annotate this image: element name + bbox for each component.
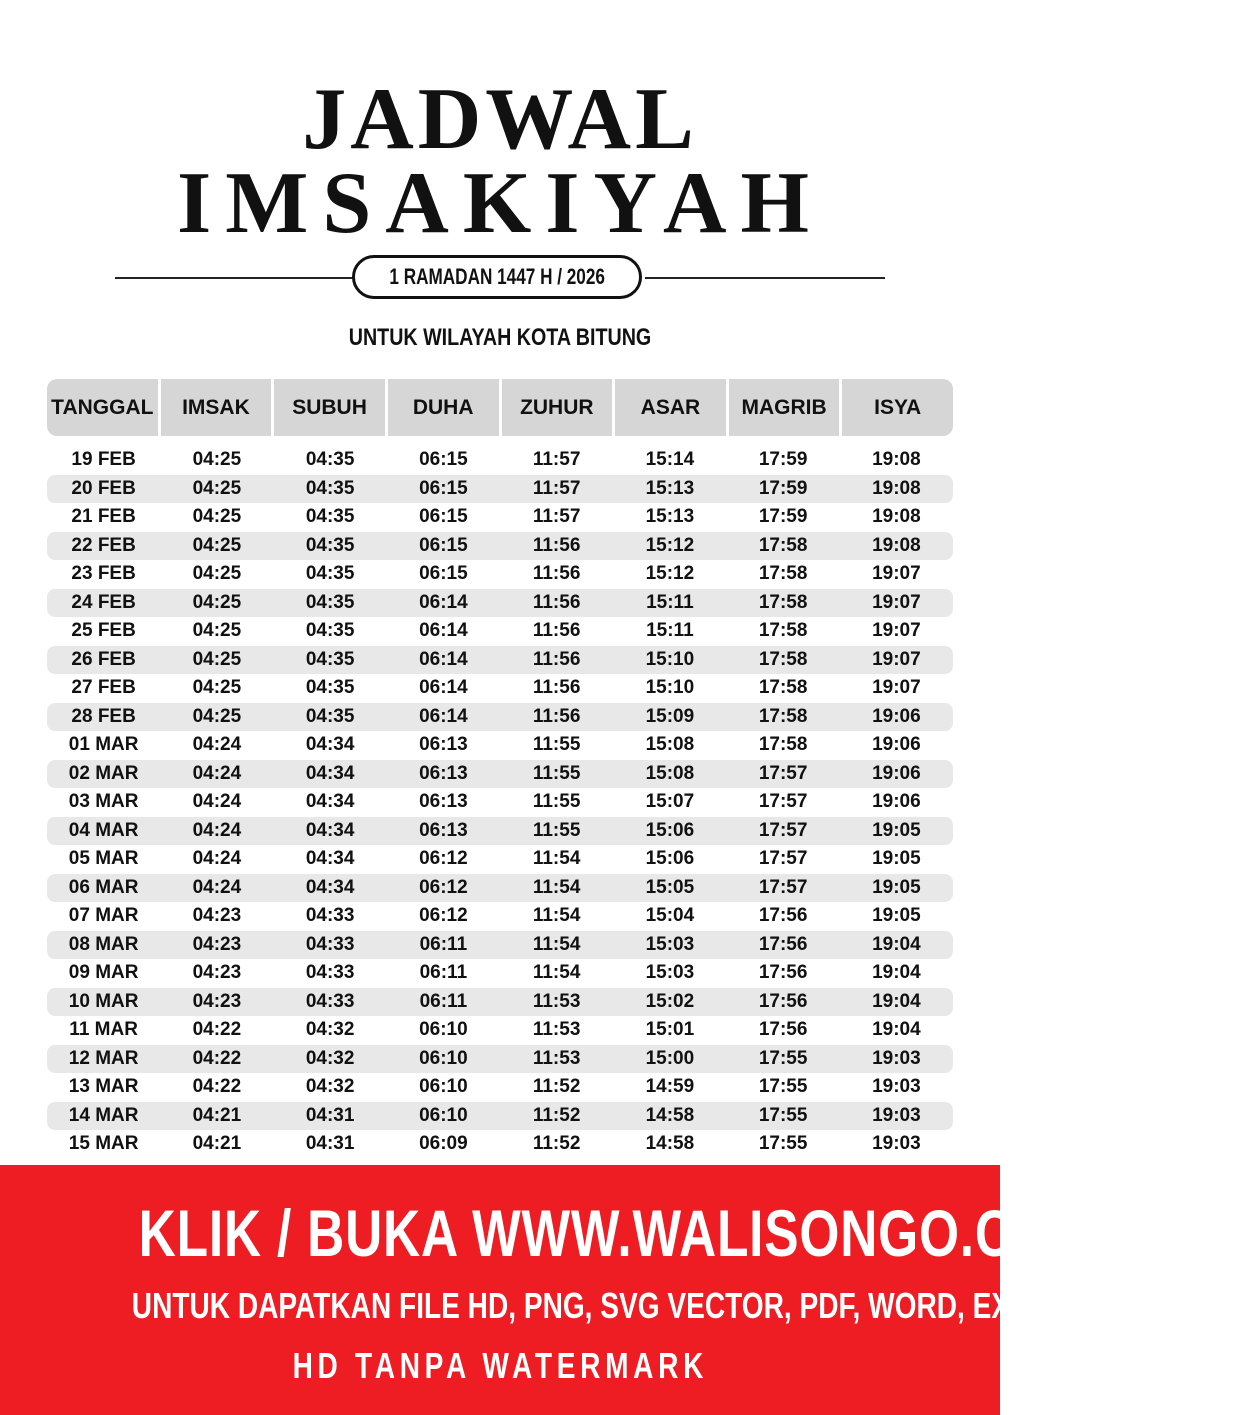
table-cell: 04:23	[192, 962, 242, 983]
table-cell: 08 MAR	[68, 933, 139, 955]
table-cell: 03 MAR	[68, 791, 139, 812]
table-cell: 15 MAR	[68, 1133, 139, 1154]
table-cell: 11:52	[532, 1104, 581, 1126]
table-cell: 04:35	[305, 591, 355, 613]
table-cell: 06:11	[419, 990, 468, 1012]
table-row	[47, 617, 953, 646]
table-cell: 24 FEB	[71, 591, 136, 613]
table-cell: 17:55	[758, 1047, 808, 1069]
table-cell: 15:14	[645, 449, 695, 470]
table-cell: 04:22	[192, 1047, 242, 1069]
table-cell: 11:56	[532, 648, 581, 670]
banner-subline	[0, 1285, 1067, 1327]
table-cell: 11:56	[532, 563, 581, 584]
table-cell: 19:08	[872, 506, 921, 527]
table-cell: 15:10	[645, 648, 695, 670]
table-cell: 17:58	[758, 734, 808, 755]
table-cell: 06:14	[419, 705, 468, 727]
table-cell: 11:57	[532, 477, 581, 499]
column-header: IMSAK	[161, 379, 272, 436]
table-row	[47, 817, 953, 846]
table-cell: 06:12	[419, 905, 468, 926]
table-cell: 15:10	[645, 677, 695, 698]
table-cell: 19:06	[872, 734, 921, 755]
table-cell: 06:13	[419, 791, 468, 812]
table-cell: 11:54	[532, 962, 581, 983]
table-cell: 04:34	[305, 876, 355, 898]
table-cell: 06:14	[419, 591, 468, 613]
table-cell: 17:57	[758, 876, 808, 898]
table-row	[47, 674, 953, 703]
banner-subline-text: UNTUK DAPATKAN FILE HD, PNG, SVG VECTOR, PDF, WORD, EXCEL	[131, 1285, 1067, 1326]
table-cell: 28 FEB	[71, 705, 136, 727]
table-cell: 17:55	[758, 1076, 808, 1097]
table-row	[47, 703, 953, 732]
table-cell: 04:34	[305, 762, 355, 784]
table-cell: 04:33	[305, 905, 355, 926]
table-cell: 11:56	[532, 620, 581, 641]
table-cell: 06:15	[419, 477, 468, 499]
table-cell: 26 FEB	[71, 648, 136, 670]
table-row	[47, 532, 953, 561]
table-cell: 19:03	[872, 1047, 921, 1069]
table-cell: 11:56	[532, 534, 581, 556]
table-cell: 19:06	[872, 762, 921, 784]
table-cell: 04:34	[305, 848, 355, 869]
column-header: TANGGAL	[47, 379, 158, 436]
table-cell: 19 FEB	[71, 449, 136, 470]
table-cell: 06:13	[419, 762, 468, 784]
table-cell: 17:56	[758, 962, 808, 983]
table-cell: 15:05	[645, 876, 695, 898]
table-cell: 11:52	[532, 1133, 581, 1154]
column-header: ASAR	[615, 379, 726, 436]
table-cell: 19:07	[872, 620, 921, 641]
table-row	[47, 1016, 953, 1045]
table-cell: 19:03	[872, 1076, 921, 1097]
table-cell: 19:04	[872, 990, 921, 1012]
table-body	[47, 446, 953, 1159]
table-cell: 17:56	[758, 1019, 808, 1040]
table-cell: 19:08	[872, 534, 921, 556]
banner-headline[interactable]	[0, 1195, 1122, 1271]
table-cell: 04:25	[192, 534, 242, 556]
subtitle-badge	[352, 255, 642, 299]
column-header: DUHA	[388, 379, 499, 436]
divider-left	[115, 277, 355, 279]
table-row	[47, 874, 953, 903]
table-cell: 04:35	[305, 506, 355, 527]
table-cell: 14 MAR	[68, 1104, 139, 1126]
table-row	[47, 959, 953, 988]
table-cell: 04:23	[192, 990, 242, 1012]
table-row	[47, 1073, 953, 1102]
promo-banner[interactable]	[0, 1165, 1122, 1415]
table-cell: 11:55	[532, 791, 581, 812]
table-cell: 15:00	[645, 1047, 695, 1069]
table-cell: 15:09	[645, 705, 695, 727]
table-cell: 19:08	[872, 477, 921, 499]
table-cell: 04:34	[305, 734, 355, 755]
table-cell: 06 MAR	[68, 876, 139, 898]
table-cell: 06:15	[419, 534, 468, 556]
table-cell: 17:57	[758, 848, 808, 869]
table-cell: 23 FEB	[71, 563, 136, 584]
table-cell: 14:59	[645, 1076, 695, 1097]
table-cell: 17:55	[758, 1133, 808, 1154]
table-cell: 06:11	[419, 933, 468, 955]
table-cell: 04:22	[192, 1019, 242, 1040]
table-row	[47, 788, 953, 817]
table-cell: 15:11	[646, 591, 694, 613]
table-cell: 06:10	[419, 1019, 468, 1040]
table-cell: 04:25	[192, 648, 242, 670]
table-cell: 11:55	[532, 819, 581, 841]
table-cell: 19:05	[872, 848, 921, 869]
table-cell: 17:58	[758, 534, 808, 556]
table-cell: 04:32	[305, 1019, 355, 1040]
subtitle-text: 1 RAMADAN 1447 H / 2026	[389, 264, 605, 289]
table-cell: 11:55	[532, 734, 581, 755]
table-row	[47, 560, 953, 589]
table-cell: 04:35	[305, 620, 355, 641]
table-cell: 11:56	[532, 677, 581, 698]
table-cell: 04:25	[192, 449, 242, 470]
table-row	[47, 845, 953, 874]
table-cell: 17:58	[758, 677, 808, 698]
table-row	[47, 446, 953, 475]
title-jadwal: JADWAL	[302, 71, 698, 168]
table-cell: 06:12	[419, 876, 468, 898]
table-cell: 04:25	[192, 477, 242, 499]
table-cell: 06:13	[419, 819, 468, 841]
table-cell: 11:55	[532, 762, 581, 784]
table-cell: 04:32	[305, 1076, 355, 1097]
table-cell: 15:12	[645, 534, 695, 556]
table-cell: 11:54	[532, 876, 581, 898]
table-cell: 19:05	[872, 819, 921, 841]
table-cell: 17:57	[758, 791, 808, 812]
table-cell: 21 FEB	[71, 506, 136, 527]
table-cell: 04:35	[305, 534, 355, 556]
table-cell: 07 MAR	[68, 905, 139, 926]
table-cell: 19:04	[872, 933, 921, 955]
table-cell: 04:31	[305, 1133, 355, 1154]
table-cell: 11:56	[532, 705, 581, 727]
column-header: ISYA	[842, 379, 953, 436]
table-cell: 04:25	[192, 620, 242, 641]
table-cell: 06:10	[419, 1104, 468, 1126]
table-cell: 11:53	[532, 1047, 581, 1069]
table-cell: 04:33	[305, 962, 355, 983]
table-cell: 17:58	[758, 591, 808, 613]
table-cell: 13 MAR	[68, 1076, 139, 1097]
table-cell: 04:35	[305, 705, 355, 727]
table-cell: 15:04	[645, 905, 695, 926]
table-cell: 19:07	[872, 677, 921, 698]
column-header: MAGRIB	[729, 379, 840, 436]
title-imsakiyah: IMSAKIYAH	[177, 155, 823, 252]
table-cell: 04:24	[192, 734, 242, 755]
table-cell: 06:11	[419, 962, 468, 983]
table-row	[47, 1045, 953, 1074]
table-row	[47, 988, 953, 1017]
table-cell: 05 MAR	[68, 848, 139, 869]
table-row	[47, 731, 953, 760]
table-cell: 06:14	[419, 677, 468, 698]
table-cell: 19:04	[872, 962, 921, 983]
table-cell: 06:09	[419, 1133, 468, 1154]
table-cell: 15:12	[645, 563, 695, 584]
table-cell: 04:35	[305, 563, 355, 584]
table-cell: 04:25	[192, 563, 242, 584]
table-cell: 14:58	[645, 1133, 695, 1154]
table-cell: 15:08	[645, 734, 695, 755]
table-cell: 15:03	[645, 962, 695, 983]
table-cell: 17:57	[758, 819, 808, 841]
table-cell: 19:03	[872, 1104, 921, 1126]
table-cell: 15:06	[645, 848, 695, 869]
column-header: ZUHUR	[502, 379, 613, 436]
table-cell: 11:53	[532, 1019, 581, 1040]
table-cell: 06:15	[419, 506, 468, 527]
table-cell: 06:12	[419, 848, 468, 869]
table-cell: 04:34	[305, 791, 355, 812]
table-cell: 17:57	[758, 762, 808, 784]
table-row	[47, 1130, 953, 1159]
table-cell: 02 MAR	[68, 762, 139, 784]
table-row	[47, 931, 953, 960]
table-cell: 19:03	[872, 1133, 921, 1154]
table-cell: 15:01	[645, 1019, 695, 1040]
table-cell: 04:23	[192, 905, 242, 926]
table-cell: 04:24	[192, 762, 242, 784]
table-cell: 27 FEB	[71, 677, 136, 698]
table-cell: 17:59	[758, 449, 808, 470]
table-cell: 04:32	[305, 1047, 355, 1069]
table-cell: 15:03	[645, 933, 695, 955]
table-cell: 11:54	[532, 905, 581, 926]
table-cell: 11:57	[532, 449, 581, 470]
table-cell: 11:56	[532, 591, 581, 613]
table-cell: 04:35	[305, 677, 355, 698]
table-cell: 17:55	[758, 1104, 808, 1126]
table-cell: 10 MAR	[68, 990, 139, 1012]
table-cell: 11:53	[532, 990, 581, 1012]
table-cell: 17:58	[758, 648, 808, 670]
table-cell: 04:35	[305, 477, 355, 499]
table-header	[47, 379, 953, 436]
table-row	[47, 475, 953, 504]
table-cell: 04:35	[305, 648, 355, 670]
table-cell: 15:02	[645, 990, 695, 1012]
table-cell: 19:04	[872, 1019, 921, 1040]
table-cell: 15:11	[646, 620, 694, 641]
table-cell: 15:13	[645, 477, 695, 499]
table-cell: 04:25	[192, 705, 242, 727]
table-cell: 17:58	[758, 563, 808, 584]
table-cell: 15:06	[645, 819, 695, 841]
table-cell: 04:25	[192, 506, 242, 527]
table-cell: 04:25	[192, 591, 242, 613]
table-cell: 19:07	[872, 648, 921, 670]
table-cell: 04:21	[192, 1104, 242, 1126]
table-cell: 11:54	[532, 848, 581, 869]
table-cell: 06:10	[419, 1047, 468, 1069]
table-cell: 04:24	[192, 848, 242, 869]
table-cell: 04:31	[305, 1104, 355, 1126]
table-cell: 15:13	[645, 506, 695, 527]
table-cell: 09 MAR	[68, 962, 139, 983]
table-cell: 04:25	[192, 677, 242, 698]
table-cell: 06:15	[419, 449, 468, 470]
banner-headline-text[interactable]: KLIK / BUKA WWW.WALISONGO.CO.ID	[138, 1196, 1122, 1270]
table-cell: 11:52	[532, 1076, 581, 1097]
table-cell: 19:06	[872, 791, 921, 812]
table-cell: 04:35	[305, 449, 355, 470]
region-label: UNTUK WILAYAH KOTA BITUNG	[348, 324, 652, 351]
table-row	[47, 646, 953, 675]
table-cell: 19:07	[872, 591, 921, 613]
table-cell: 01 MAR	[68, 734, 139, 755]
table-cell: 11:54	[532, 933, 581, 955]
table-cell: 12 MAR	[68, 1047, 139, 1069]
table-cell: 11 MAR	[69, 1019, 138, 1040]
table-row	[47, 902, 953, 931]
table-cell: 06:15	[419, 563, 468, 584]
divider-right	[645, 277, 885, 279]
table-row	[47, 760, 953, 789]
table-cell: 04:33	[305, 933, 355, 955]
table-cell: 14:58	[645, 1104, 695, 1126]
table-cell: 04:33	[305, 990, 355, 1012]
table-cell: 19:06	[872, 705, 921, 727]
table-cell: 19:05	[872, 876, 921, 898]
table-cell: 04:21	[192, 1133, 242, 1154]
banner-note-text: HD TANPA WATERMARK	[292, 1345, 708, 1386]
table-cell: 19:05	[872, 905, 921, 926]
table-cell: 06:10	[419, 1076, 468, 1097]
table-cell: 04:22	[192, 1076, 242, 1097]
table-cell: 20 FEB	[71, 477, 136, 499]
table-cell: 04:23	[192, 933, 242, 955]
table-row	[47, 1102, 953, 1131]
table-cell: 04:34	[305, 819, 355, 841]
table-cell: 17:56	[758, 990, 808, 1012]
table-cell: 19:07	[872, 563, 921, 584]
table-cell: 17:59	[758, 506, 808, 527]
table-cell: 04 MAR	[68, 819, 139, 841]
table-cell: 19:08	[872, 449, 921, 470]
table-cell: 15:08	[645, 762, 695, 784]
table-cell: 22 FEB	[71, 534, 136, 556]
table-cell: 15:07	[645, 791, 695, 812]
table-cell: 06:13	[419, 734, 468, 755]
banner-note	[0, 1345, 1000, 1387]
table-cell: 06:14	[419, 620, 468, 641]
table-cell: 04:24	[192, 791, 242, 812]
table-row	[47, 503, 953, 532]
table-cell: 17:58	[758, 705, 808, 727]
table-cell: 04:24	[192, 876, 242, 898]
table-cell: 17:58	[758, 620, 808, 641]
table-cell: 11:57	[532, 506, 581, 527]
table-cell: 17:59	[758, 477, 808, 499]
column-header: SUBUH	[274, 379, 385, 436]
table-cell: 25 FEB	[71, 620, 136, 641]
table-cell: 04:24	[192, 819, 242, 841]
table-cell: 17:56	[758, 905, 808, 926]
table-cell: 06:14	[419, 648, 468, 670]
table-cell: 17:56	[758, 933, 808, 955]
table-row	[47, 589, 953, 618]
